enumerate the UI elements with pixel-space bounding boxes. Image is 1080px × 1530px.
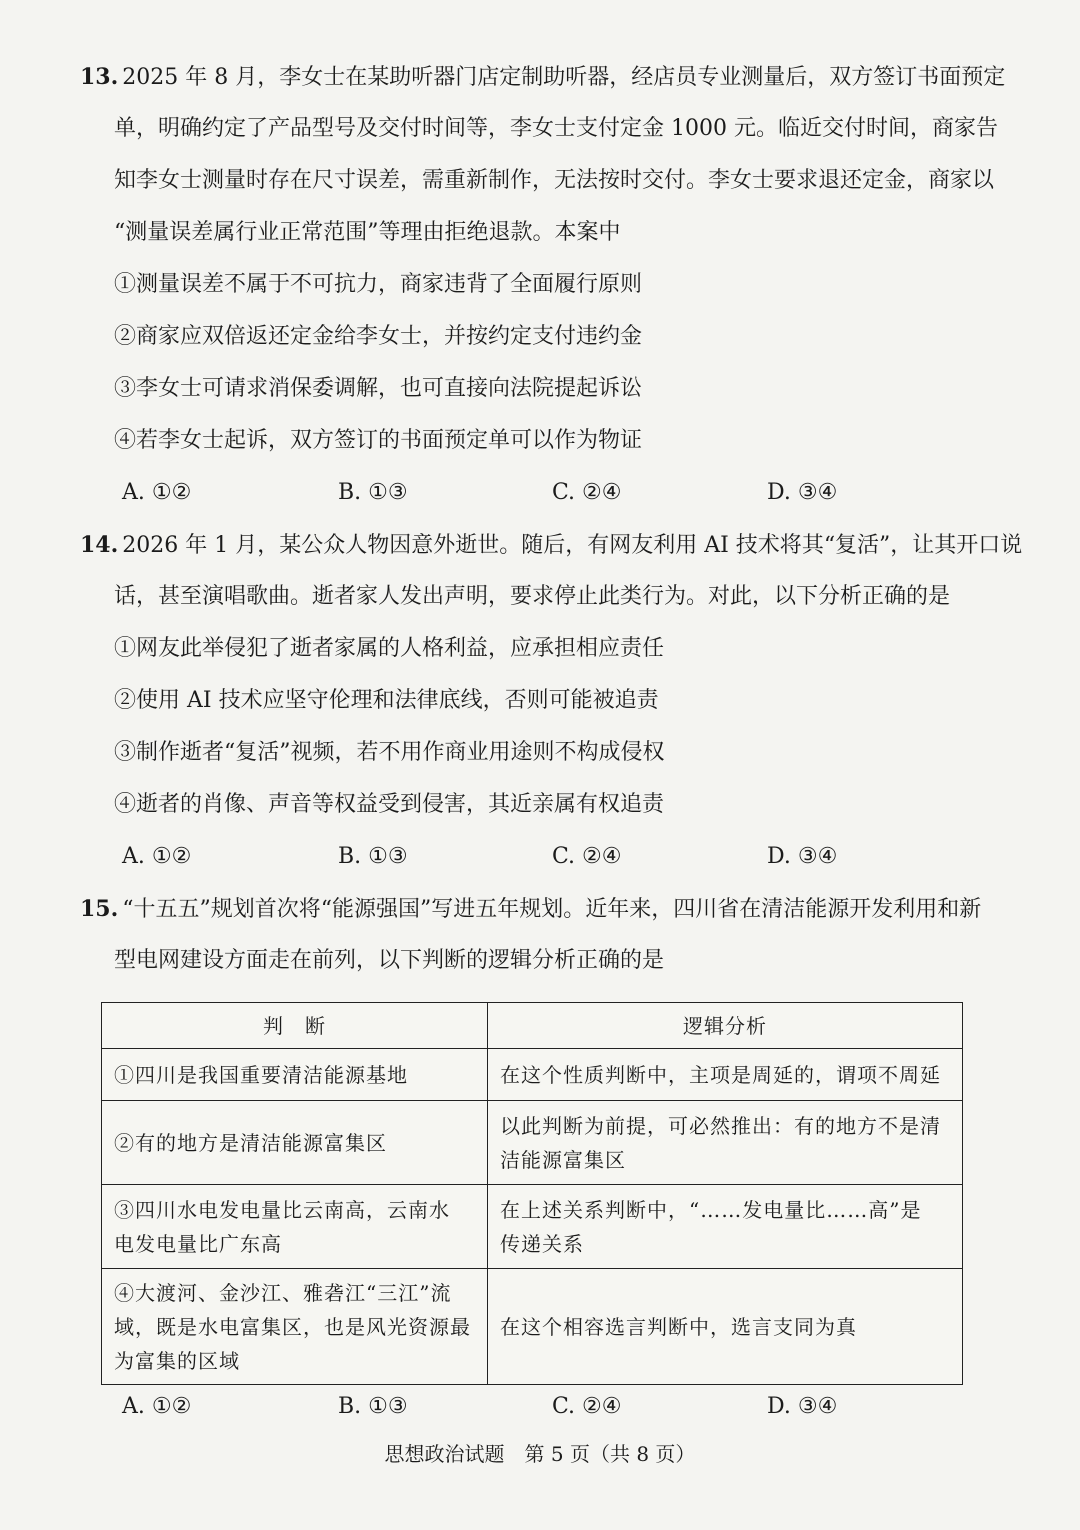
judgment-line: 域，既是水电富集区，也是风光资源最 — [114, 1314, 471, 1339]
q14-stem-line-2: 话，甚至演唱歌曲。逝者家人发出声明，要求停止此类行为。对此，以下分析正确的是 — [114, 584, 951, 609]
table-row — [102, 1269, 963, 1385]
analysis-line: 在上述关系判断中，“……发电量比……高”是 — [500, 1197, 922, 1222]
table-row — [102, 1049, 963, 1101]
q14-option-4: ④逝者的肖像、声音等权益受到侵害，其近亲属有权追责 — [114, 792, 665, 817]
logic-table — [101, 1002, 963, 1385]
analysis-cell — [488, 1185, 963, 1269]
analysis-cell — [488, 1049, 963, 1101]
judgment-line: ②有的地方是清洁能源富集区 — [114, 1130, 387, 1155]
analysis-cell — [488, 1101, 963, 1185]
q14-choice-d: D. ③④ — [767, 844, 838, 869]
judgment-line: 为富集的区域 — [114, 1348, 240, 1373]
q15-choice-c: C. ②④ — [552, 1394, 622, 1419]
judgment-cell — [102, 1185, 488, 1269]
logic-table-header-row — [102, 1003, 963, 1049]
q13-option-2: ②商家应双倍返还定金给李女士，并按约定支付违约金 — [114, 324, 643, 349]
judgment-line: ①四川是我国重要清洁能源基地 — [114, 1062, 408, 1087]
header-judgment: 判 断 — [102, 1003, 488, 1049]
table-row — [102, 1185, 963, 1269]
q13-choice-c: C. ②④ — [552, 480, 622, 505]
q14-choice-b: B. ①③ — [338, 844, 408, 869]
judgment-cell — [102, 1101, 488, 1185]
q14-choice-a: A. ①② — [122, 844, 192, 869]
q15-choice-d: D. ③④ — [767, 1394, 838, 1419]
q13-number: 13. — [80, 64, 119, 90]
q14-stem-line-1 — [80, 530, 1022, 561]
q13-stem-text-1: 2025 年 8 月，李女士在某助听器门店定制助听器，经店员专业测量后，双方签订书面预定 — [122, 65, 1006, 90]
q15-number: 15. — [80, 896, 119, 922]
q13-option-4: ④若李女士起诉，双方签订的书面预定单可以作为物证 — [114, 428, 643, 453]
judgment-cell — [102, 1269, 488, 1385]
judgment-line: 电发电量比广东高 — [114, 1231, 282, 1256]
q14-stem-text-1: 2026 年 1 月，某公众人物因意外逝世。随后，有网友利用 AI 技术将其“复活”，让其开口说 — [122, 533, 1023, 558]
q13-choice-d: D. ③④ — [767, 480, 838, 505]
q13-choice-a: A. ①② — [122, 480, 192, 505]
q14-number: 14. — [80, 532, 119, 558]
analysis-line: 洁能源富集区 — [500, 1147, 626, 1172]
analysis-cell — [488, 1269, 963, 1385]
q13-stem-line-4: “测量误差属行业正常范围”等理由拒绝退款。本案中 — [114, 220, 621, 245]
q13-stem-line-3: 知李女士测量时存在尺寸误差，需重新制作，无法按时交付。李女士要求退还定金，商家以 — [114, 168, 995, 193]
q13-option-3: ③李女士可请求消保委调解，也可直接向法院提起诉讼 — [114, 376, 643, 401]
page-footer: 思想政治试题 第 5 页（共 8 页） — [384, 1442, 696, 1466]
analysis-line: 在这个相容选言判断中，选言支同为真 — [500, 1314, 857, 1339]
judgment-line: ④大渡河、金沙江、雅砻江“三江”流 — [114, 1280, 452, 1305]
q13-choice-b: B. ①③ — [338, 480, 408, 505]
analysis-line: 以此判断为前提，可必然推出：有的地方不是清 — [500, 1113, 941, 1138]
q14-option-2: ②使用 AI 技术应坚守伦理和法律底线，否则可能被追责 — [114, 688, 659, 713]
q15-choice-b: B. ①③ — [338, 1394, 408, 1419]
q13-option-1: ①测量误差不属于不可抗力，商家违背了全面履行原则 — [114, 272, 643, 297]
q14-option-1: ①网友此举侵犯了逝者家属的人格利益，应承担相应责任 — [114, 636, 665, 661]
table-row — [102, 1101, 963, 1185]
judgment-line: ③四川水电发电量比云南高，云南水 — [114, 1197, 450, 1222]
q15-stem-text-1: “十五五”规划首次将“能源强国”写进五年规划。近年来，四川省在清洁能源开发利用和新 — [122, 897, 982, 922]
q15-stem-line-1 — [80, 894, 981, 925]
q14-option-3: ③制作逝者“复活”视频，若不用作商业用途则不构成侵权 — [114, 740, 665, 765]
q14-choice-c: C. ②④ — [552, 844, 622, 869]
analysis-line: 在这个性质判断中，主项是周延的，谓项不周延 — [500, 1062, 941, 1087]
q15-choice-a: A. ①② — [122, 1394, 192, 1419]
header-logic-analysis: 逻辑分析 — [488, 1003, 963, 1049]
judgment-cell — [102, 1049, 488, 1101]
q13-stem-line-1 — [80, 62, 1005, 93]
analysis-line: 传递关系 — [500, 1231, 584, 1256]
q13-stem-line-2: 单，明确约定了产品型号及交付时间等，李女士支付定金 1000 元。临近交付时间，商家告 — [114, 116, 998, 141]
q15-stem-line-2: 型电网建设方面走在前列，以下判断的逻辑分析正确的是 — [114, 948, 665, 973]
